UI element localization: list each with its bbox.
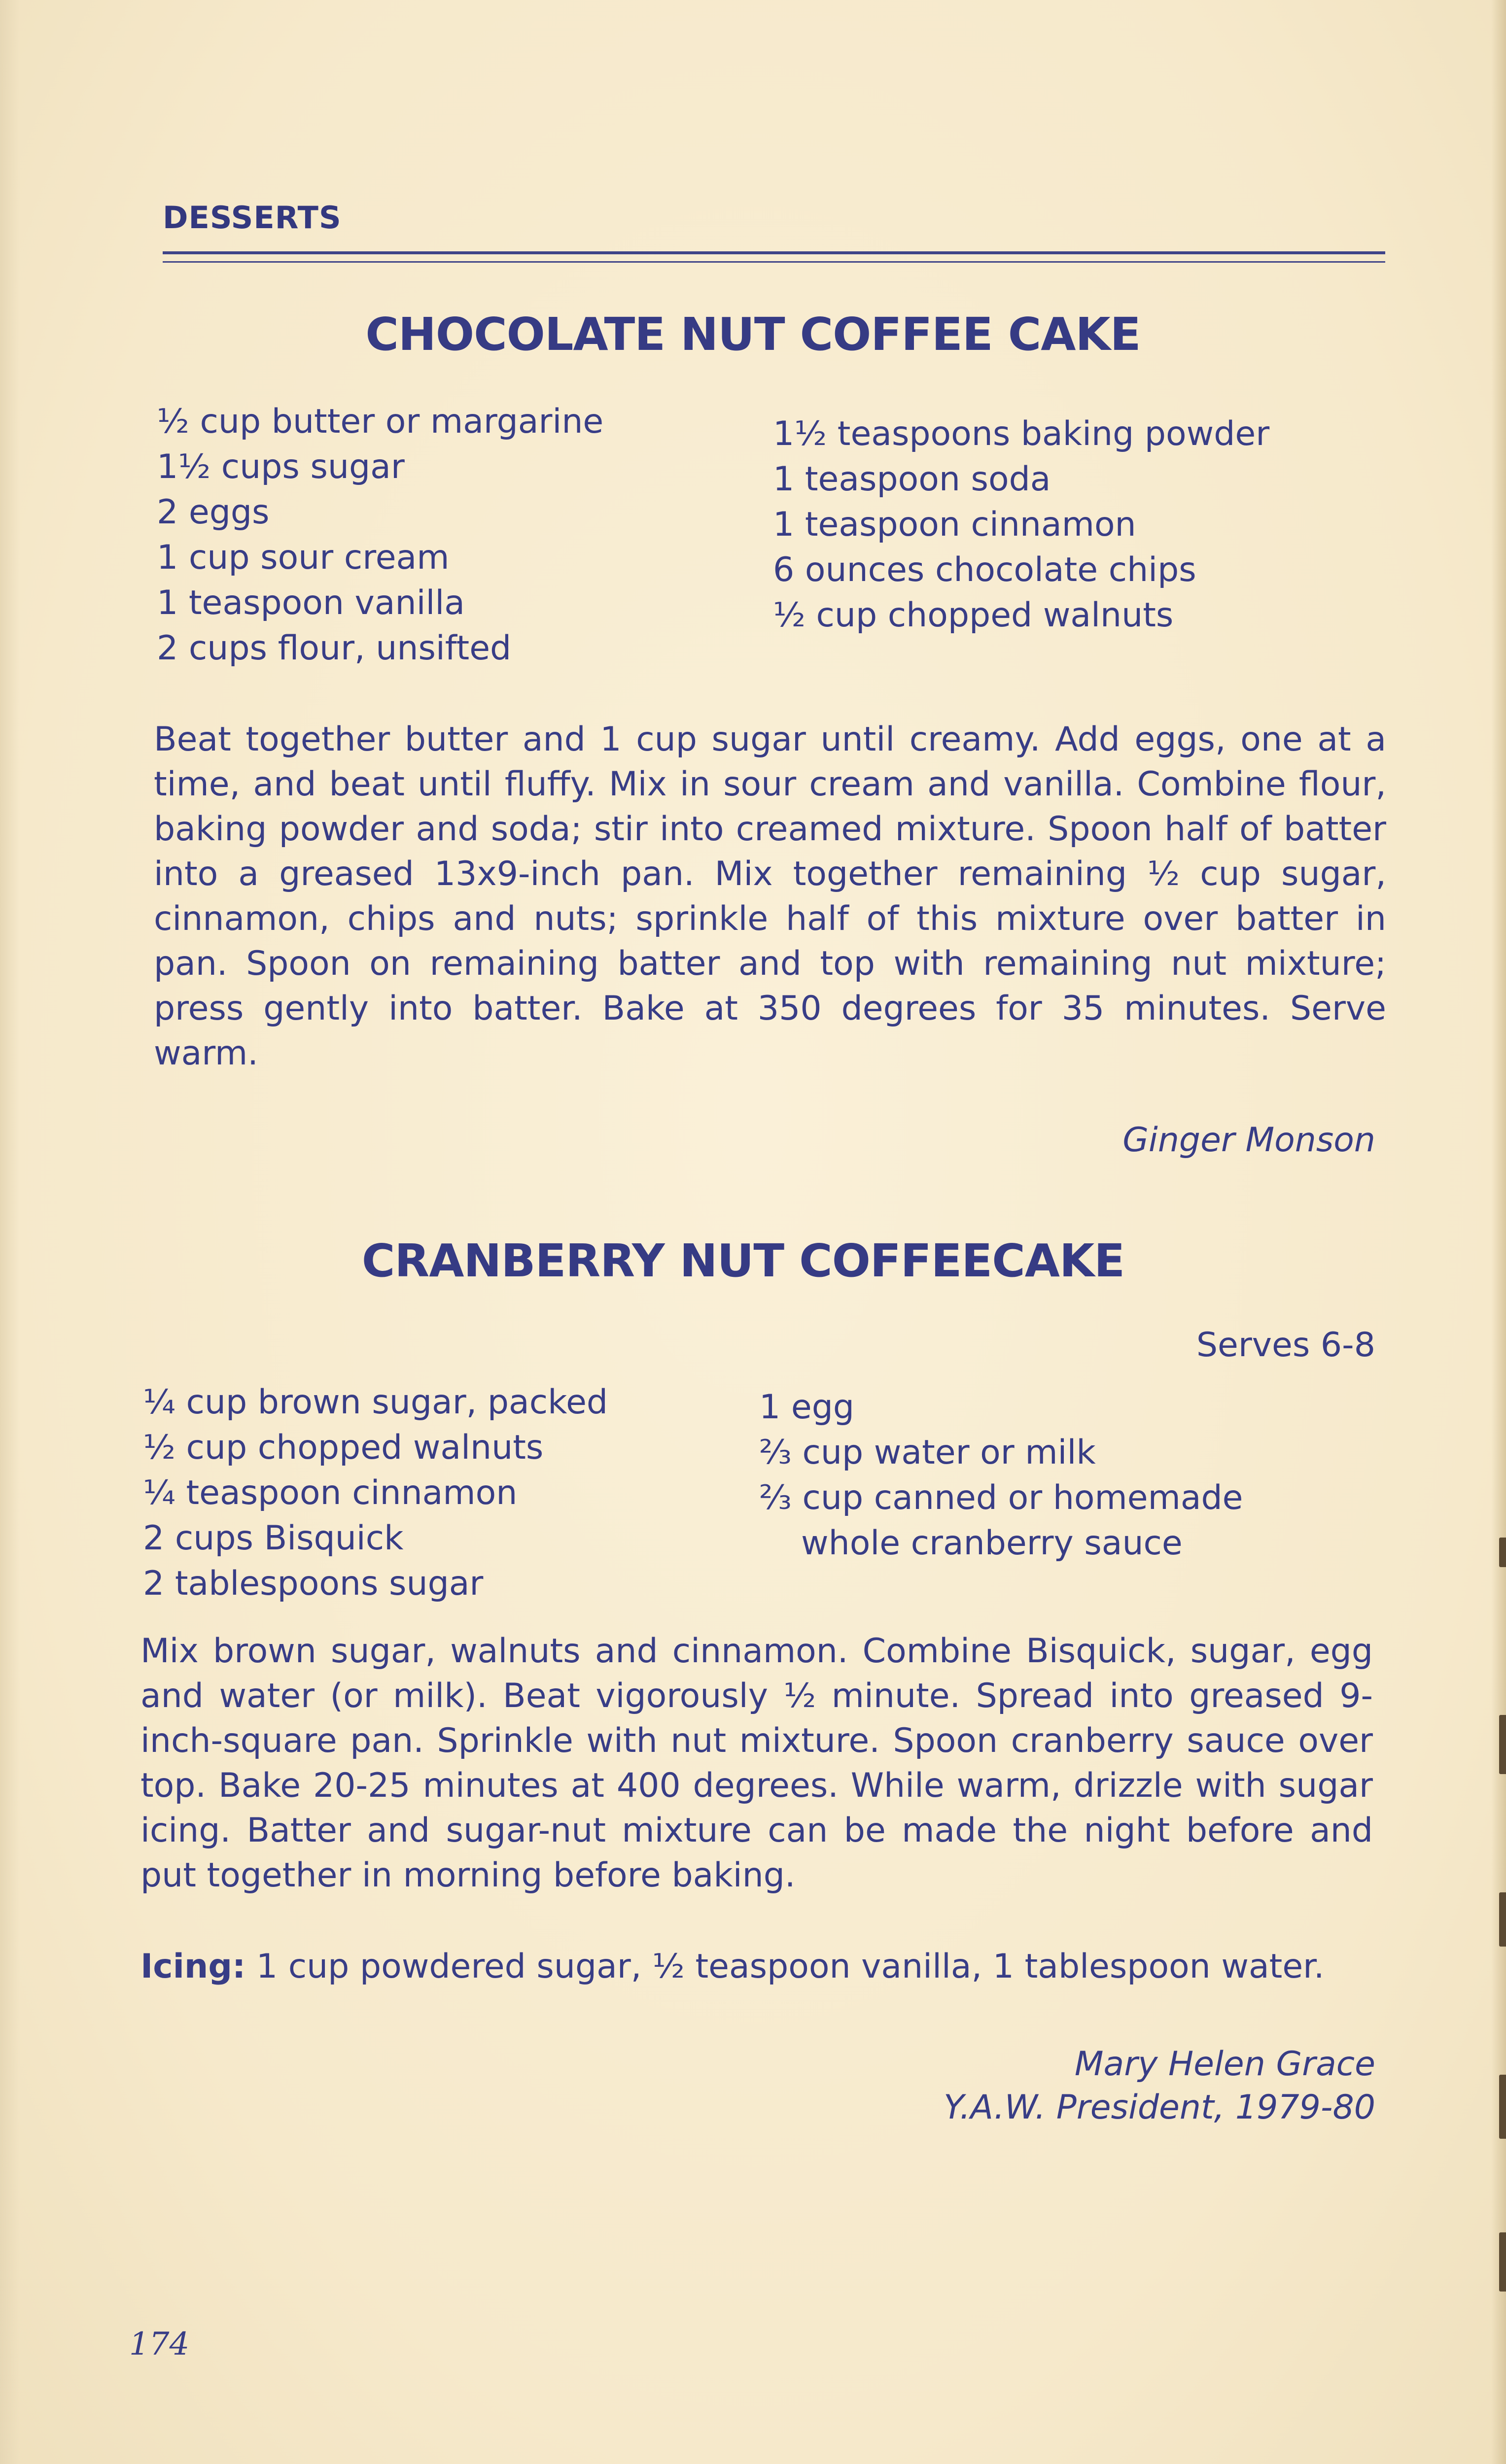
ingredient: ¼ cup brown sugar, packed [143, 1383, 608, 1422]
recipe-title-cranberry-nut-coffeecake: CRANBERRY NUT COFFEECAKE [361, 1234, 1125, 1287]
contributor-title: Y.A.W. President, 1979-80 [944, 2088, 1375, 2127]
icing-line [140, 1944, 1373, 1989]
contributor-block [944, 2043, 1375, 2129]
ingredient: 1 teaspoon soda [773, 460, 1051, 499]
contributor-name: Mary Helen Grace [1074, 2045, 1375, 2084]
ingredient: 2 cups Bisquick [143, 1519, 404, 1558]
ingredient: 2 eggs [157, 493, 270, 532]
header-rule-thin [163, 261, 1385, 263]
ingredient: ½ cup chopped walnuts [773, 596, 1174, 635]
recipe-title-chocolate-nut-coffee-cake: CHOCOLATE NUT COFFEE CAKE [365, 308, 1141, 361]
ingredient: ⅔ cup water or milk [759, 1433, 1096, 1472]
ingredient: 1 egg [759, 1388, 855, 1427]
ingredient: ⅔ cup canned or homemade [759, 1478, 1243, 1517]
ingredients-right-column [759, 1385, 1243, 1566]
ingredient: 1 cup sour cream [157, 538, 450, 577]
binding-shadow [0, 0, 20, 2464]
header-rule-thick [163, 251, 1385, 254]
page-number: 174 [129, 2326, 190, 2362]
ingredient: 2 tablespoons sugar [143, 1564, 484, 1603]
contributor-name: Ginger Monson [1122, 1121, 1375, 1160]
section-header: DESSERTS [163, 200, 342, 236]
directions-paragraph: Beat together butter and 1 cup sugar until creamy. Add eggs, one at a time, and beat until fluffy. Mix in sour cream and vanilla. Combine flour, baking powder and soda; stir into creamed mixture. Spoon half of batter into a greased 13x9-inch pan. Mix together remaining ½ cup sugar, cinnamon, chips and nuts; sprinkle half of this mixture over batter in pan. Spoon on remaining batter and top with remaining nut mixture; press gently into batter. Bake at 350 degrees for 35 minutes. Serve warm. [154, 720, 1386, 1073]
ingredient: 2 cups flour, unsifted [157, 629, 512, 668]
icing-text: 1 cup powdered sugar, ½ teaspoon vanilla, 1 tablespoon water. [245, 1947, 1325, 1986]
ingredient: 6 ounces chocolate chips [773, 550, 1196, 589]
ingredient: 1 teaspoon cinnamon [773, 505, 1136, 544]
ingredient: 1½ teaspoons baking powder [773, 414, 1270, 453]
page-edge-tab [1499, 2075, 1506, 2139]
ingredient: ½ cup butter or margarine [157, 402, 604, 441]
ingredients-right-column [773, 411, 1269, 638]
ingredients-left-column [157, 399, 603, 671]
icing-label: Icing: [140, 1947, 246, 1986]
ingredient: 1 teaspoon vanilla [157, 583, 465, 622]
serves-count: Serves 6-8 [1196, 1326, 1375, 1365]
ingredient: 1½ cups sugar [157, 447, 405, 486]
page-edge-tab [1499, 1892, 1506, 1947]
directions-paragraph: Mix brown sugar, walnuts and cinnamon. Combine Bisquick, sugar, egg and water (or milk). Beat vigorously ½ minute. Spread into greased 9-inch-square pan. Sprinkle with nut mixture. Spoon cranberry sauce over top. Bake 20-25 minutes at 400 degrees. While warm, drizzle with sugar icing. Batter and sugar-nut mixture can be made the night before and put together in morning before baking. [140, 1632, 1373, 1895]
ingredient: ½ cup chopped walnuts [143, 1428, 544, 1467]
page-edge-tab [1499, 2232, 1506, 2292]
ingredient: ¼ teaspoon cinnamon [143, 1473, 518, 1512]
ingredients-left-column [143, 1380, 608, 1607]
page-edge-tab [1499, 1715, 1506, 1774]
page-edge-tab [1499, 1538, 1506, 1567]
ingredient: whole cranberry sauce [801, 1524, 1183, 1563]
